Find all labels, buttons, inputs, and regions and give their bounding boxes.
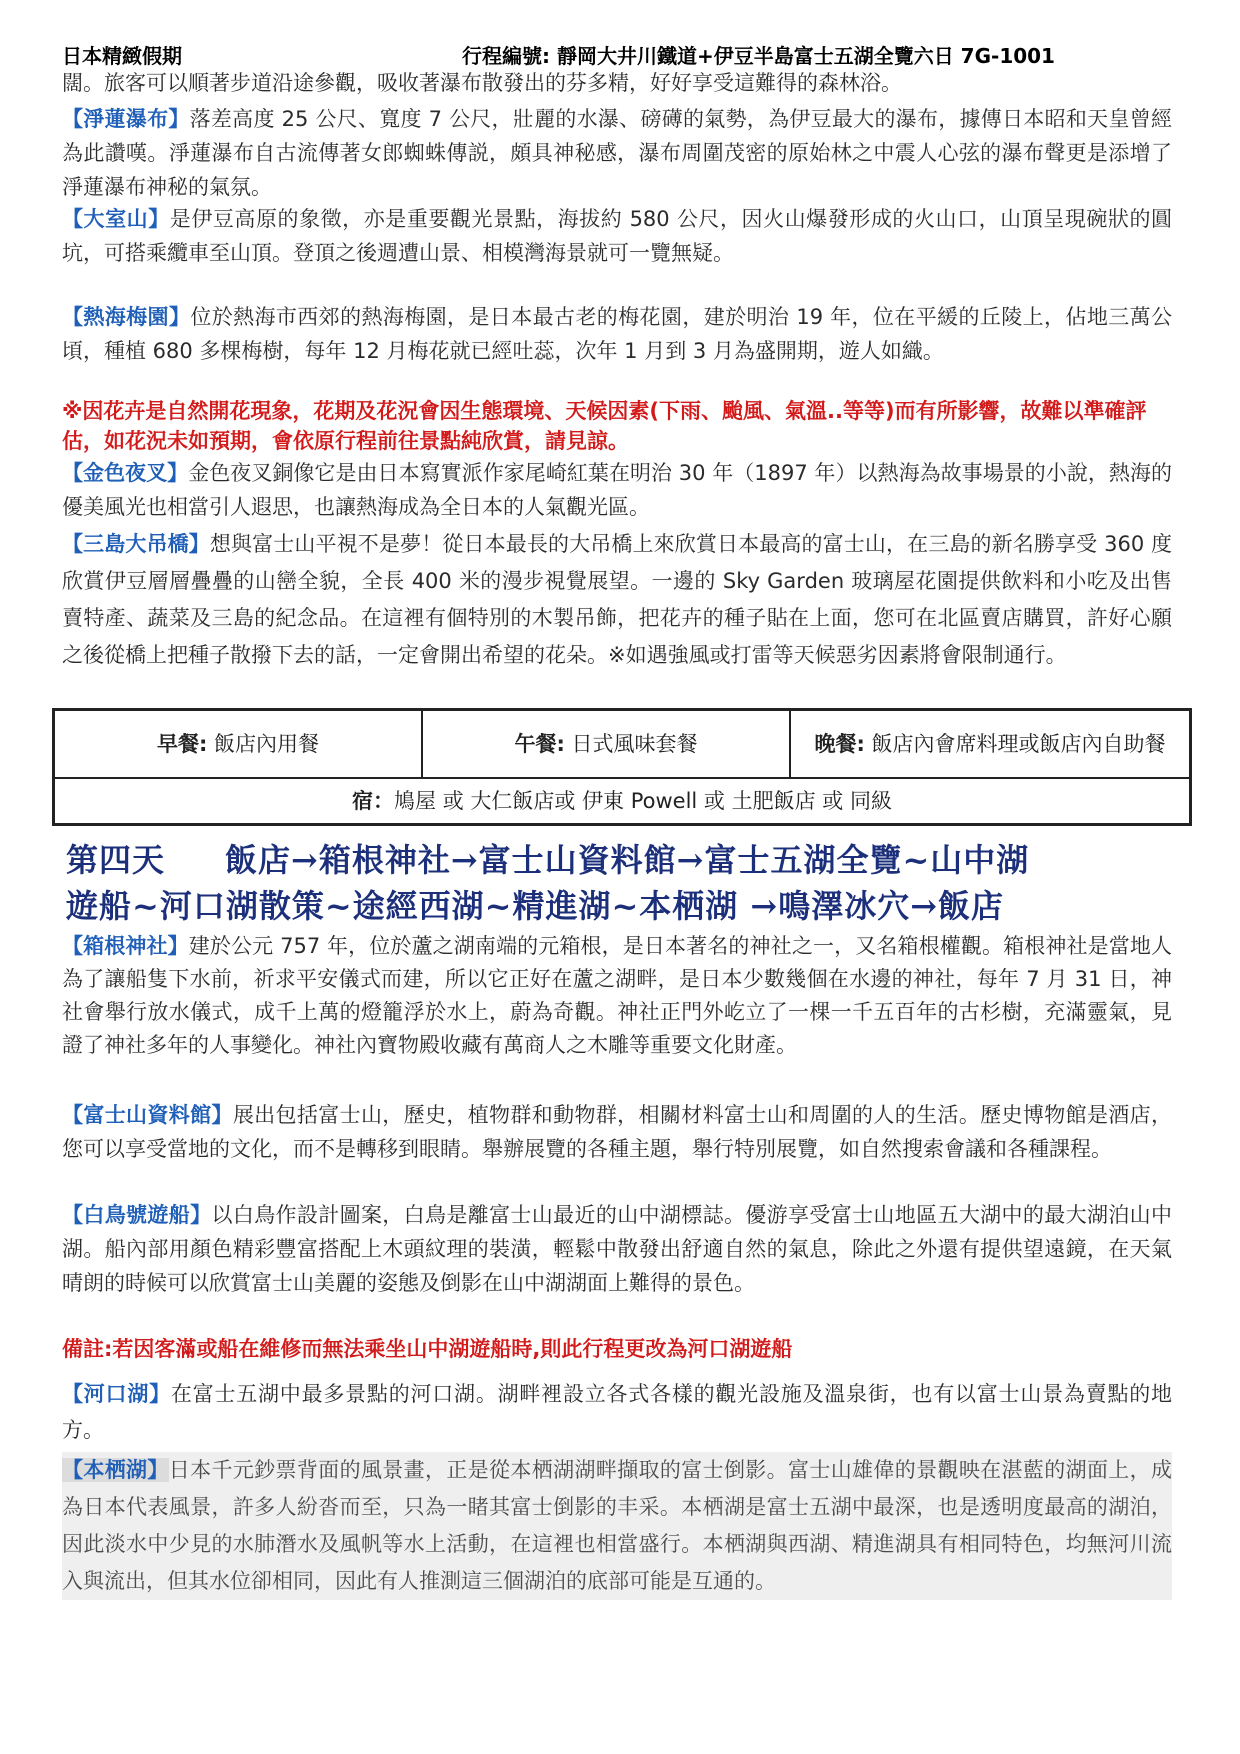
day4-label: 第四天 [66, 841, 166, 879]
spot-text: 金色夜叉銅像它是由日本寫實派作家尾崎紅葉在明治 30 年（1897 年）以熱海為故事場景的小說，熱海的優美風光也相當引人遐思，也讓熱海成為全日本的人氣觀光區。 [62, 461, 1173, 519]
spot-title: 【熱海梅園】 [62, 305, 191, 329]
lunch-value: 日式風味套餐 [571, 732, 698, 756]
spot-title: 【本栖湖】 [62, 1458, 169, 1482]
day4-route-continued [66, 882, 1176, 930]
spot-motosuko [62, 1452, 1172, 1600]
hotel-label: 宿： [352, 789, 395, 813]
spot-kawaguchiko [62, 1376, 1172, 1448]
breakfast-label: 早餐: [156, 732, 208, 756]
spot-title: 【富士山資料館】 [62, 1103, 233, 1127]
spot-title: 【大室山】 [62, 207, 170, 231]
spot-title: 【河口湖】 [62, 1382, 171, 1406]
spot-title: 【淨蓮瀑布】 [62, 107, 190, 131]
spot-konjikiyasha [62, 456, 1172, 524]
spot-fuji-museum [62, 1098, 1172, 1166]
spot-text: 日本千元鈔票背面的風景畫，正是從本栖湖湖畔擷取的富士倒影。富士山雄偉的景觀映在湛藍的湖面上，成為日本代表風景，許多人紛沓而至，只為一睹其富士倒影的丰采。本栖湖是富士五湖中最深，也是透明度最高的湖泊，因此淡水中少見的水肺潛水及風帆等水上活動，在這裡也相當盛行。本栖湖與西湖、精進湖具有相同特色，均無河川流入與流出，但其水位卻相同，因此有人推測這三個湖泊的底部可能是互通的。 [62, 1458, 1172, 1593]
company-name: 日本精緻假期 [62, 44, 182, 68]
spot-title: 【金色夜叉】 [62, 461, 189, 485]
hotel-cell [54, 778, 1190, 824]
day4-route-line1: 飯店→箱根神社→富士山資料館→富士五湖全覽~山中湖 [225, 841, 1030, 879]
spot-text: 以白鳥作設計圖案，白鳥是離富士山最近的山中湖標誌。優游享受富士山地區五大湖中的最大湖泊山中湖。船內部用顏色精彩豐富搭配上木頭紋理的裝潢，輕鬆中散發出舒適自然的氣息，除此之外還有提供望遠鏡，在天氣晴朗的時候可以欣賞富士山美麗的姿態及倒影在山中湖湖面上難得的景色。 [62, 1203, 1173, 1295]
breakfast-value: 飯店內用餐 [214, 732, 320, 756]
spot-text: 是伊豆高原的象徵，亦是重要觀光景點，海拔約 580 公尺，因火山爆發形成的火山口，山頂呈現碗狀的圓坑，可搭乘纜車至山頂。登頂之後週遭山景、相模灣海景就可一覽無疑。 [62, 207, 1173, 265]
hotel-value: 鳩屋 或 大仁飯店或 伊東 Powell 或 土肥飯店 或 同級 [394, 789, 892, 813]
spot-text: 建於公元 757 年，位於蘆之湖南端的元箱根，是日本著名的神社之一，又名箱根權觀。箱根神社是當地人為了讓船隻下水前，祈求平安儀式而建，所以它正好在蘆之湖畔，是日本少數幾個在水邊的神社，每年 7 月 31 日，神社會舉行放水儀式，成千上萬的燈籠浮於水上，蔚為奇觀。神社正門外屹立了一棵一千五百年的古杉樹，充滿靈氣，見證了神社多年的人事變化。神社內寶物殿收藏有萬商人之木雕等重要文化財產。 [62, 934, 1173, 1057]
spot-mishima-bridge [62, 526, 1172, 674]
intro-text: 闊。旅客可以順著步道沿途參觀，吸收著瀑布散發出的芬多精，好好享受這難得的森林浴。 [62, 71, 902, 95]
spot-atami-baien [62, 300, 1172, 368]
spot-title: 【箱根神社】 [62, 934, 189, 958]
spot-swan-cruise [62, 1198, 1172, 1300]
spot-text: 落差高度 25 公尺、寬度 7 公尺，壯麗的水瀑、磅礡的氣勢，為伊豆最大的瀑布，據傳日本昭和天皇曾經為此讚嘆。淨蓮瀑布自古流傳著女郎蜘蛛傳説，頗具神秘感，瀑布周圍茂密的原始林之中震人心弦的瀑布聲更是添增了淨蓮瀑布神秘的氣氛。 [62, 107, 1172, 199]
dinner-label: 晚餐: [814, 732, 865, 756]
spot-text: 展出包括富士山，歷史，植物群和動物群，相關材料富士山和周圍的人的生活。歷史博物館是酒店，您可以享受當地的文化，而不是轉移到眼睛。舉辦展覽的各種主題，舉行特別展覽，如自然搜索會議和各種課程。 [62, 1103, 1173, 1161]
spot-title: 【白鳥號遊船】 [62, 1203, 212, 1227]
dinner-value: 飯店內會席料理或飯店內自助餐 [871, 732, 1166, 756]
lunch-cell [422, 710, 790, 778]
spot-omuroyama [62, 202, 1172, 270]
spot-text: 想與富士山平視不是夢！從日本最長的大吊橋上來欣賞日本最高的富士山，在三島的新名勝享受 360 度欣賞伊豆層層疊疊的山巒全貌，全長 400 米的漫步視覺展望。一邊的 Sky Garden 玻璃屋花園提供飲料和小吃及出售賣特產、蔬菜及三島的紀念品。在這裡有個特別的木製吊飾，把花卉的種子貼在上面，您可在北區賣店購買，許好心願之後從橋上把種子散撥下去的話，一定會開出希望的花朵。※如遇強風或打雷等天候惡劣因素將會限制通行。 [62, 532, 1172, 667]
spot-title: 【三島大吊橋】 [62, 532, 210, 556]
day4-heading [66, 836, 1176, 884]
spot-text: 在富士五湖中最多景點的河口湖。湖畔裡設立各式各樣的觀光設施及溫泉街，也有以富士山景為賣點的地方。 [62, 1382, 1173, 1442]
itinerary-code: 行程編號: 靜岡大井川鐵道+伊豆半島富士五湖全覽六日 7G-1001 [462, 44, 1055, 68]
spot-text: 位於熱海市西郊的熱海梅園，是日本最古老的梅花園，建於明治 19 年，位在平緩的丘陵上，佔地三萬公頃，種植 680 多棵梅樹，每年 12 月梅花就已經吐蕊，次年 1 月到 3 月為盛開期，遊人如織。 [62, 305, 1172, 363]
dinner-cell [790, 710, 1190, 778]
spot-hakone-shrine [62, 930, 1172, 1062]
day4-route-line2: 遊船~河口湖散策~途經西湖~精進湖~本栖湖 →鳴澤冰穴→飯店 [66, 887, 1005, 925]
intro-paragraph [62, 66, 1172, 100]
lunch-label: 午餐: [514, 732, 565, 756]
meals-table [52, 708, 1192, 826]
flower-notice: ※因花卉是自然開花現象，花期及花況會因生態環境、天候因素(下雨、颱風、氣溫..等等)而有所影響，故難以準確評估，如花況未如預期，會依原行程前往景點純欣賞，請見諒。 [62, 399, 1147, 453]
spot-jorennotaki [62, 102, 1172, 204]
breakfast-cell [54, 710, 422, 778]
boat-remark: 備註:若因客滿或船在維修而無法乘坐山中湖遊船時,則此行程更改為河口湖遊船 [62, 1337, 793, 1361]
